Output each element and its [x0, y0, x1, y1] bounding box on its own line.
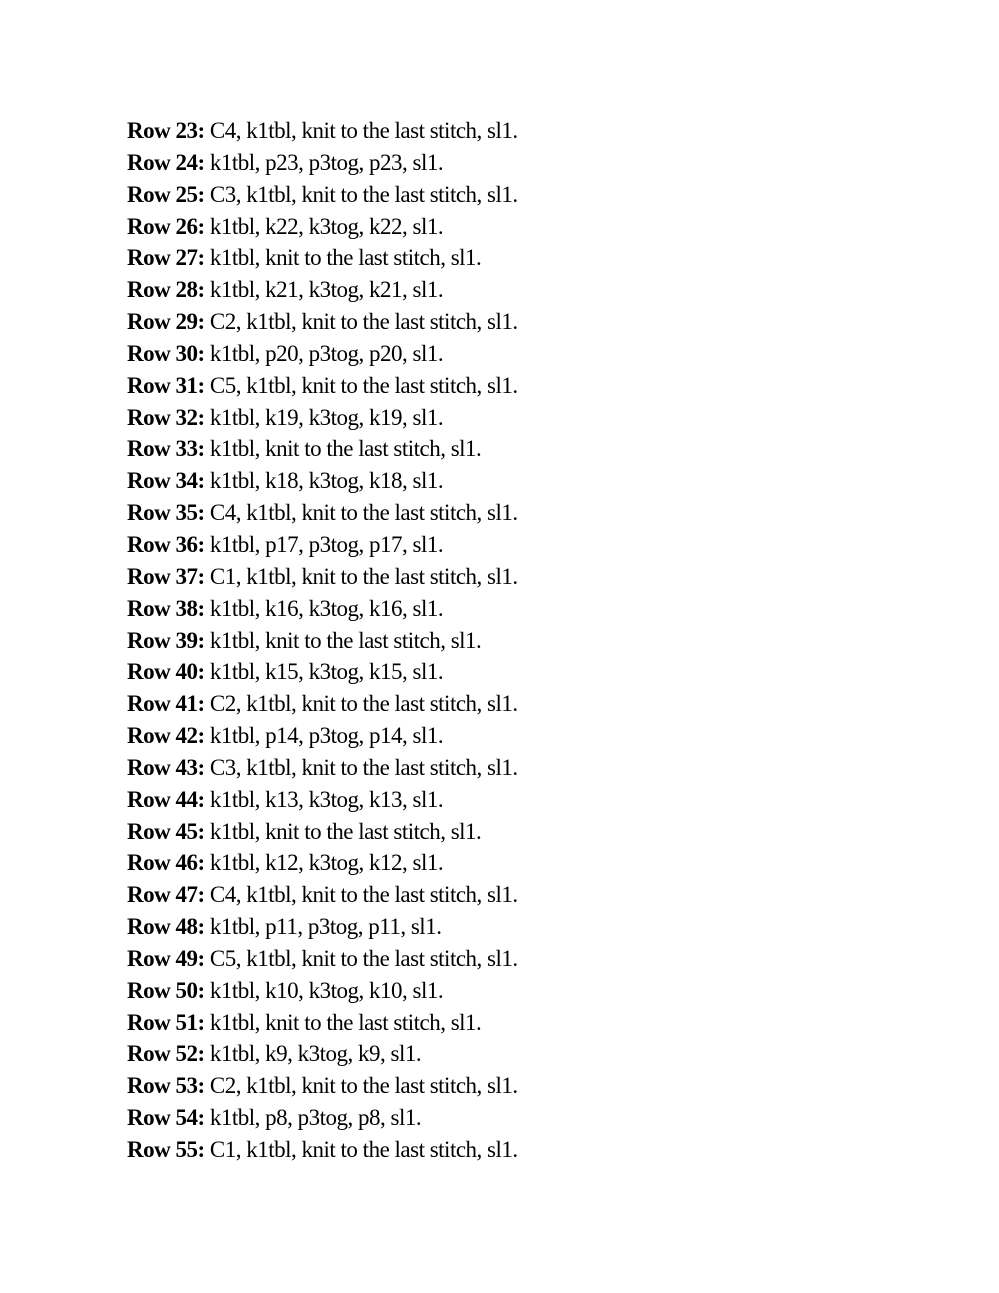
row-label: Row 25: [127, 181, 205, 207]
pattern-row [127, 879, 518, 911]
row-instruction: k1tbl, k16, k3tog, k16, sl1. [204, 595, 444, 621]
row-instruction: k1tbl, knit to the last stitch, sl1. [204, 436, 482, 462]
row-instruction: C3, k1tbl, knit to the last stitch, sl1. [204, 181, 518, 207]
row-label: Row 35: [127, 500, 205, 526]
row-label: Row 34: [127, 468, 205, 494]
row-label: Row 46: [127, 850, 205, 876]
row-label: Row 53: [127, 1073, 205, 1099]
pattern-row [127, 147, 518, 179]
row-label: Row 44: [127, 786, 205, 812]
row-instruction: C2, k1tbl, knit to the last stitch, sl1. [204, 691, 518, 717]
row-label: Row 54: [127, 1105, 205, 1131]
row-instruction: C5, k1tbl, knit to the last stitch, sl1. [204, 372, 518, 398]
row-instruction: k1tbl, k18, k3tog, k18, sl1. [204, 468, 444, 494]
pattern-row [127, 1134, 518, 1166]
row-instruction: k1tbl, k10, k3tog, k10, sl1. [204, 977, 444, 1003]
row-label: Row 24: [127, 149, 205, 175]
pattern-instructions [127, 115, 518, 1166]
row-label: Row 27: [127, 245, 205, 271]
row-label: Row 45: [127, 818, 205, 844]
row-instruction: C4, k1tbl, knit to the last stitch, sl1. [204, 118, 518, 143]
pattern-row [127, 847, 518, 879]
pattern-row [127, 338, 518, 370]
row-label: Row 49: [127, 945, 205, 971]
row-label: Row 42: [127, 723, 205, 749]
pattern-row [127, 561, 518, 593]
row-instruction: k1tbl, knit to the last stitch, sl1. [204, 1009, 482, 1035]
row-label: Row 33: [127, 436, 205, 462]
pattern-row [127, 1038, 518, 1070]
pattern-row [127, 625, 518, 657]
pattern-row [127, 433, 518, 465]
pattern-row [127, 752, 518, 784]
row-instruction: k1tbl, k19, k3tog, k19, sl1. [204, 404, 444, 430]
row-instruction: k1tbl, knit to the last stitch, sl1. [204, 818, 482, 844]
pattern-row [127, 242, 518, 274]
row-instruction: k1tbl, k12, k3tog, k12, sl1. [204, 850, 444, 876]
row-instruction: C2, k1tbl, knit to the last stitch, sl1. [204, 1073, 518, 1099]
row-instruction: k1tbl, k15, k3tog, k15, sl1. [204, 659, 444, 685]
row-instruction: k1tbl, p20, p3tog, p20, sl1. [204, 340, 444, 366]
row-label: Row 39: [127, 627, 205, 653]
row-instruction: C4, k1tbl, knit to the last stitch, sl1. [204, 882, 518, 908]
row-label: Row 43: [127, 754, 205, 780]
row-label: Row 30: [127, 340, 205, 366]
pattern-row [127, 465, 518, 497]
pattern-row [127, 911, 518, 943]
pattern-row [127, 1102, 518, 1134]
row-instruction: k1tbl, k9, k3tog, k9, sl1. [204, 1041, 422, 1067]
pattern-row [127, 816, 518, 848]
row-label: Row 55: [127, 1137, 205, 1162]
row-instruction: C2, k1tbl, knit to the last stitch, sl1. [204, 309, 518, 335]
pattern-row [127, 784, 518, 816]
pattern-row [127, 402, 518, 434]
row-instruction: k1tbl, p17, p3tog, p17, sl1. [204, 531, 444, 557]
pattern-row [127, 688, 518, 720]
row-label: Row 40: [127, 659, 205, 685]
row-label: Row 52: [127, 1041, 205, 1067]
pattern-row [127, 1007, 518, 1039]
row-label: Row 26: [127, 213, 205, 239]
row-instruction: k1tbl, p23, p3tog, p23, sl1. [204, 149, 444, 175]
pattern-row [127, 306, 518, 338]
row-label: Row 32: [127, 404, 205, 430]
row-instruction: k1tbl, k13, k3tog, k13, sl1. [204, 786, 444, 812]
row-instruction: k1tbl, knit to the last stitch, sl1. [204, 245, 482, 271]
row-instruction: C3, k1tbl, knit to the last stitch, sl1. [204, 754, 518, 780]
row-instruction: k1tbl, p8, p3tog, p8, sl1. [204, 1105, 422, 1131]
row-label: Row 37: [127, 563, 205, 589]
row-label: Row 38: [127, 595, 205, 621]
row-instruction: k1tbl, p11, p3tog, p11, sl1. [204, 914, 442, 940]
row-label: Row 47: [127, 882, 205, 908]
row-label: Row 23: [127, 118, 205, 143]
row-instruction: k1tbl, p14, p3tog, p14, sl1. [204, 723, 444, 749]
row-instruction: k1tbl, knit to the last stitch, sl1. [204, 627, 482, 653]
row-label: Row 31: [127, 372, 205, 398]
pattern-row [127, 1070, 518, 1102]
pattern-row [127, 943, 518, 975]
row-instruction: C1, k1tbl, knit to the last stitch, sl1. [204, 1137, 518, 1162]
pattern-row [127, 274, 518, 306]
pattern-row [127, 720, 518, 752]
row-label: Row 50: [127, 977, 205, 1003]
pattern-row [127, 179, 518, 211]
pattern-row [127, 497, 518, 529]
row-label: Row 51: [127, 1009, 205, 1035]
row-label: Row 28: [127, 277, 205, 303]
row-instruction: C1, k1tbl, knit to the last stitch, sl1. [204, 563, 518, 589]
pattern-row [127, 115, 518, 147]
row-instruction: C4, k1tbl, knit to the last stitch, sl1. [204, 500, 518, 526]
pattern-row [127, 975, 518, 1007]
row-instruction: k1tbl, k22, k3tog, k22, sl1. [204, 213, 444, 239]
pattern-row [127, 370, 518, 402]
pattern-row [127, 593, 518, 625]
pattern-row [127, 656, 518, 688]
row-label: Row 29: [127, 309, 205, 335]
row-instruction: k1tbl, k21, k3tog, k21, sl1. [204, 277, 444, 303]
row-instruction: C5, k1tbl, knit to the last stitch, sl1. [204, 945, 518, 971]
pattern-row [127, 529, 518, 561]
row-label: Row 36: [127, 531, 205, 557]
row-label: Row 48: [127, 914, 205, 940]
row-label: Row 41: [127, 691, 205, 717]
pattern-row [127, 211, 518, 243]
